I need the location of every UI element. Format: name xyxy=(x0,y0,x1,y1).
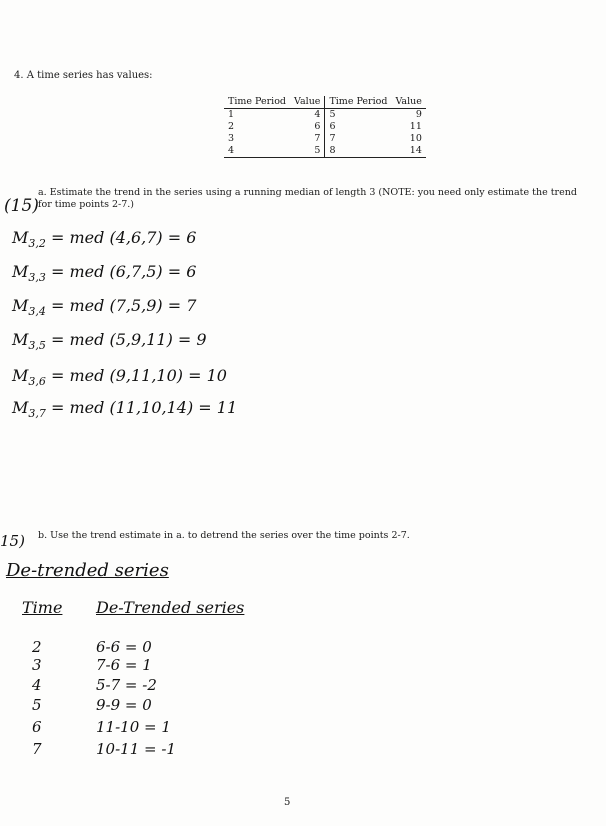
median-equation: $M_{3,4}$ = med (7,5,9) = 7 xyxy=(12,296,197,319)
list-item xyxy=(0,638,300,658)
median-expression: = med (7,5,9) = 7 xyxy=(50,296,197,315)
time-value: 2 xyxy=(32,638,42,656)
question-title: 4. A time series has values: xyxy=(14,70,153,81)
table-cell: 4 xyxy=(314,109,321,120)
table-cell: 11 xyxy=(409,121,422,132)
table-row xyxy=(224,121,426,133)
median-subscript: 3,3 xyxy=(28,271,46,285)
detrended-column-header: De-Trended series xyxy=(96,598,245,617)
time-value: 6 xyxy=(32,718,42,736)
time-value: 7 xyxy=(32,740,42,758)
time-value: 5 xyxy=(32,696,42,714)
table-cell: 6 xyxy=(325,121,392,133)
median-subscript: 3,5 xyxy=(28,339,46,353)
part-a-prompt: a. Estimate the trend in the series using a running median of length 3 (NOTE: you need only estimate the trend for time points 2-7.) xyxy=(38,187,577,210)
header-value-2: Value xyxy=(391,96,425,109)
part-b-prompt: b. Use the trend estimate in a. to detrend the series over the time points 2-7. xyxy=(38,530,410,541)
median-subscript: 3,7 xyxy=(28,407,46,421)
detrended-heading: De-trended series xyxy=(6,560,169,581)
median-expression: = med (6,7,5) = 6 xyxy=(50,262,197,281)
table-cell: 7 xyxy=(314,133,321,144)
list-item xyxy=(0,696,300,716)
median-equation: $M_{3,5}$ = med (5,9,11) = 9 xyxy=(12,330,207,353)
table-cell: 5 xyxy=(290,145,325,158)
list-item xyxy=(0,740,300,760)
table-row xyxy=(224,109,426,122)
header-time-period-2: Time Period xyxy=(325,96,392,109)
time-value: 4 xyxy=(32,676,42,694)
table-cell: 6 xyxy=(314,121,321,132)
median-equation: $M_{3,3}$ = med (6,7,5) = 6 xyxy=(12,262,197,285)
table-cell: 2 xyxy=(228,121,235,132)
page-number: 5 xyxy=(284,797,291,808)
table-row xyxy=(224,133,426,145)
median-equation: $M_{3,6}$ = med (9,11,10) = 10 xyxy=(12,366,227,389)
header-value-1: Value xyxy=(290,96,325,109)
time-value: 3 xyxy=(32,656,42,674)
median-expression: = med (5,9,11) = 9 xyxy=(50,330,207,349)
detrended-value: 11-10 = 1 xyxy=(96,718,171,736)
list-item xyxy=(0,718,300,738)
header-time-period-1: Time Period xyxy=(224,96,290,109)
table-row xyxy=(224,145,426,158)
median-expression: = med (4,6,7) = 6 xyxy=(50,228,197,247)
median-subscript: 3,2 xyxy=(28,237,46,251)
median-subscript: 3,4 xyxy=(28,305,46,319)
table-cell: 3 xyxy=(228,133,235,144)
table-cell: 1 xyxy=(228,109,235,120)
table-cell: 4 xyxy=(224,145,290,158)
time-series-table xyxy=(224,96,426,158)
detrended-value: 6-6 = 0 xyxy=(96,638,152,656)
table-cell: 8 xyxy=(325,145,392,158)
list-item xyxy=(0,656,300,676)
detrended-value: 7-6 = 1 xyxy=(96,656,152,674)
table-cell: 14 xyxy=(391,145,425,158)
median-subscript: 3,6 xyxy=(28,375,46,389)
table-cell: 9 xyxy=(415,109,422,120)
median-expression: = med (9,11,10) = 10 xyxy=(50,366,227,385)
median-expression: = med (11,10,14) = 11 xyxy=(50,398,238,417)
score-part-b: 15) xyxy=(0,532,25,550)
median-equation: $M_{3,7}$ = med (11,10,14) = 11 xyxy=(12,398,238,421)
median-equation: $M_{3,2}$ = med (4,6,7) = 6 xyxy=(12,228,197,251)
score-part-a: (15) xyxy=(4,196,39,216)
table-header-row xyxy=(224,96,426,109)
list-item xyxy=(0,676,300,696)
detrended-value: 5-7 = -2 xyxy=(96,676,157,694)
detrended-value: 10-11 = -1 xyxy=(96,740,176,758)
detrended-value: 9-9 = 0 xyxy=(96,696,152,714)
table-cell: 7 xyxy=(325,133,392,145)
table-cell: 10 xyxy=(409,133,422,144)
table-cell: 5 xyxy=(325,109,392,122)
time-column-header: Time xyxy=(22,598,63,617)
